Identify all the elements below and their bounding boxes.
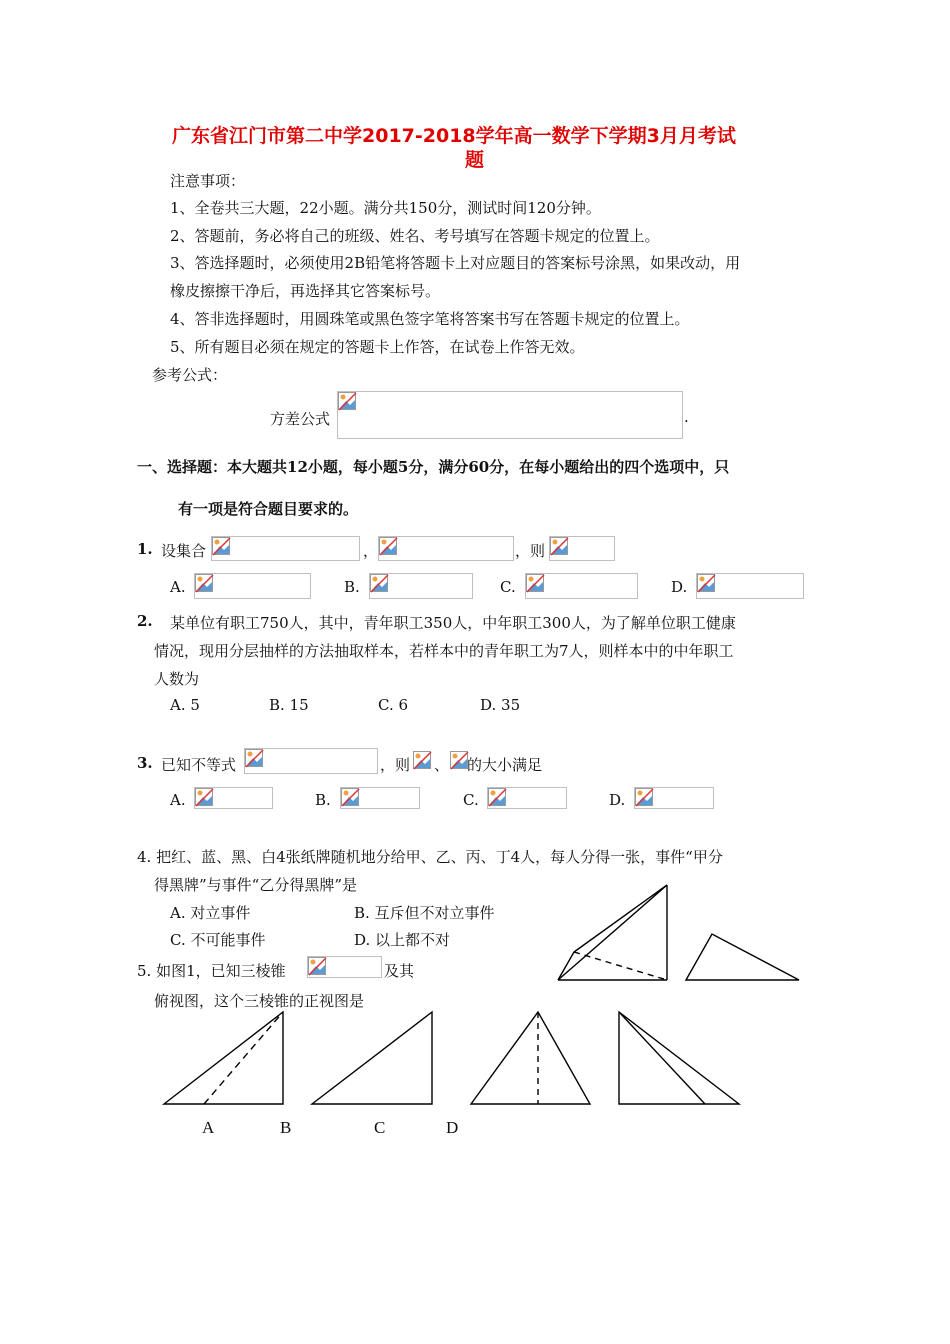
q1-option-c-label: C.: [500, 578, 516, 596]
answer-label-d: D: [446, 1118, 459, 1137]
option-c-figure: [471, 1012, 590, 1104]
option-d-solid-line: [619, 1012, 705, 1104]
formula-end: .: [684, 408, 689, 426]
notice-item-5: 5、所有题目必须在规定的答题卡上作答，在试卷上作答无效。: [170, 338, 585, 356]
q2-option-b: B. 15: [269, 696, 309, 714]
page-title-line1: 广东省江门市第二中学2017-2018学年高一数学下学期3月月考试: [172, 125, 736, 147]
q5-line2: 俯视图，这个三棱锥的正视图是: [154, 992, 365, 1010]
q5-answer-figures: [160, 1008, 750, 1108]
q3-text-c: 、: [434, 756, 450, 774]
q3-option-a-label: A.: [170, 791, 186, 809]
q4-option-c: C. 不可能事件: [170, 931, 266, 949]
q1-result-image: [549, 536, 615, 561]
q2-option-d: D. 35: [480, 696, 521, 714]
broken-image-icon: [195, 574, 214, 593]
q1-text: 设集合: [161, 542, 207, 560]
notice-item-3-cont: 橡皮擦擦干净后，再选择其它答案标号。: [170, 282, 441, 300]
pyramid-hidden-edge: [574, 952, 667, 980]
q1-option-d-label: D.: [671, 578, 688, 596]
notice-heading: 注意事项：: [170, 172, 246, 190]
q2-number: 2.: [137, 612, 153, 630]
q3-text-a: 已知不等式: [161, 756, 237, 774]
q3-option-c-image: [487, 787, 567, 809]
broken-image-icon: [195, 788, 214, 807]
q2-line2: 情况，现用分层抽样的方法抽取样本，若样本中的青年职工为7人，则样本中的中年职工: [154, 642, 734, 660]
q4-option-a: A. 对立事件: [170, 904, 251, 922]
q3-text-b: ，则: [380, 756, 411, 774]
pyramid-edge: [574, 885, 667, 952]
q5-text-a: 5. 如图1，已知三棱锥: [137, 962, 286, 980]
q1-sep1: ，: [363, 542, 379, 560]
q2-line1: 某单位有职工750人，其中，青年职工350人，中年职工300人，为了解单位职工健康: [170, 614, 736, 632]
notice-item-1: 1、全卷共三大题，22小题。满分共150分，测试时间120分钟。: [170, 199, 601, 217]
broken-image-icon: [697, 574, 716, 593]
q1-option-c-image: [525, 573, 638, 599]
broken-image-icon: [341, 788, 360, 807]
figure1-pyramid-diagram: [552, 880, 802, 984]
broken-image-icon: [308, 957, 327, 976]
broken-image-icon: [635, 788, 654, 807]
q1-sep2: ，则: [515, 542, 546, 560]
notice-item-4: 4、答非选择题时，用圆珠笔或黑色签字笔将答案书写在答题卡规定的位置上。: [170, 310, 690, 328]
q3-var-a-image: [413, 751, 434, 771]
section1-line2: 有一项是符合题目要求的。: [178, 500, 359, 518]
notice-item-3: 3、答选择题时，必须使用2B铅笔将答题卡上对应题目的答案标号涂黑，如果改动，用: [170, 254, 741, 272]
top-view-triangle: [686, 934, 799, 980]
formula-heading: 参考公式：: [152, 366, 228, 384]
q1-option-a-label: A.: [170, 578, 186, 596]
option-d-figure: [619, 1012, 739, 1104]
q3-option-b-label: B.: [315, 791, 331, 809]
q1-number: 1.: [137, 540, 153, 558]
section1-line1: 一、选择题：本大题共12小题，每小题5分，满分60分，在每小题给出的四个选项中，只: [137, 458, 730, 476]
broken-image-icon: [379, 537, 398, 556]
broken-image-icon: [245, 749, 264, 768]
option-a-dashed-line: [204, 1012, 283, 1104]
answer-label-b: B: [280, 1118, 292, 1137]
q3-option-b-image: [340, 787, 420, 809]
q1-option-a-image: [194, 573, 311, 599]
answer-label-c: C: [374, 1118, 386, 1137]
q3-inequality-image: [244, 748, 378, 774]
broken-image-icon: [212, 537, 231, 556]
q1-option-d-image: [696, 573, 804, 599]
q3-option-d-image: [634, 787, 714, 809]
q5-pyramid-label-image: [307, 956, 382, 978]
broken-image-icon: [488, 788, 507, 807]
q1-set-b-image: [378, 536, 514, 561]
broken-image-icon: [370, 574, 389, 593]
notice-item-2: 2、答题前，务必将自己的班级、姓名、考号填写在答题卡规定的位置上。: [170, 227, 660, 245]
q2-option-a: A. 5: [170, 696, 200, 714]
q4-line1: 4. 把红、蓝、黑、白4张纸牌随机地分给甲、乙、丙、丁4人，每人分得一张，事件“甲分: [137, 848, 723, 866]
q5-text-b: 及其: [384, 962, 415, 980]
formula-label: 方差公式: [270, 410, 331, 428]
q3-number: 3.: [137, 754, 153, 772]
answer-label-a: A: [202, 1118, 215, 1137]
q3-option-d-label: D.: [609, 791, 626, 809]
q1-set-a-image: [211, 536, 360, 561]
q3-text-d: 的大小满足: [467, 756, 543, 774]
q4-option-d: D. 以上都不对: [354, 931, 451, 949]
q2-option-c: C. 6: [378, 696, 409, 714]
q2-line3: 人数为: [154, 670, 200, 688]
q4-option-b: B. 互斥但不对立事件: [354, 904, 495, 922]
q3-option-c-label: C.: [463, 791, 479, 809]
variance-formula-image: [337, 391, 683, 439]
pyramid-edge: [558, 885, 667, 980]
broken-image-icon: [413, 751, 432, 770]
q4-line2: 得黑牌”与事件“乙分得黑牌”是: [154, 876, 358, 894]
q3-option-a-image: [194, 787, 273, 809]
option-a-figure: [164, 1012, 283, 1104]
broken-image-icon: [338, 392, 357, 411]
option-b-figure: [312, 1012, 432, 1104]
q3-var-b-image: [450, 751, 468, 771]
broken-image-icon: [526, 574, 545, 593]
q1-option-b-image: [369, 573, 473, 599]
pyramid-edge: [558, 952, 574, 980]
broken-image-icon: [550, 537, 569, 556]
page-title-line2: 题: [465, 149, 485, 171]
q1-option-b-label: B.: [344, 578, 360, 596]
